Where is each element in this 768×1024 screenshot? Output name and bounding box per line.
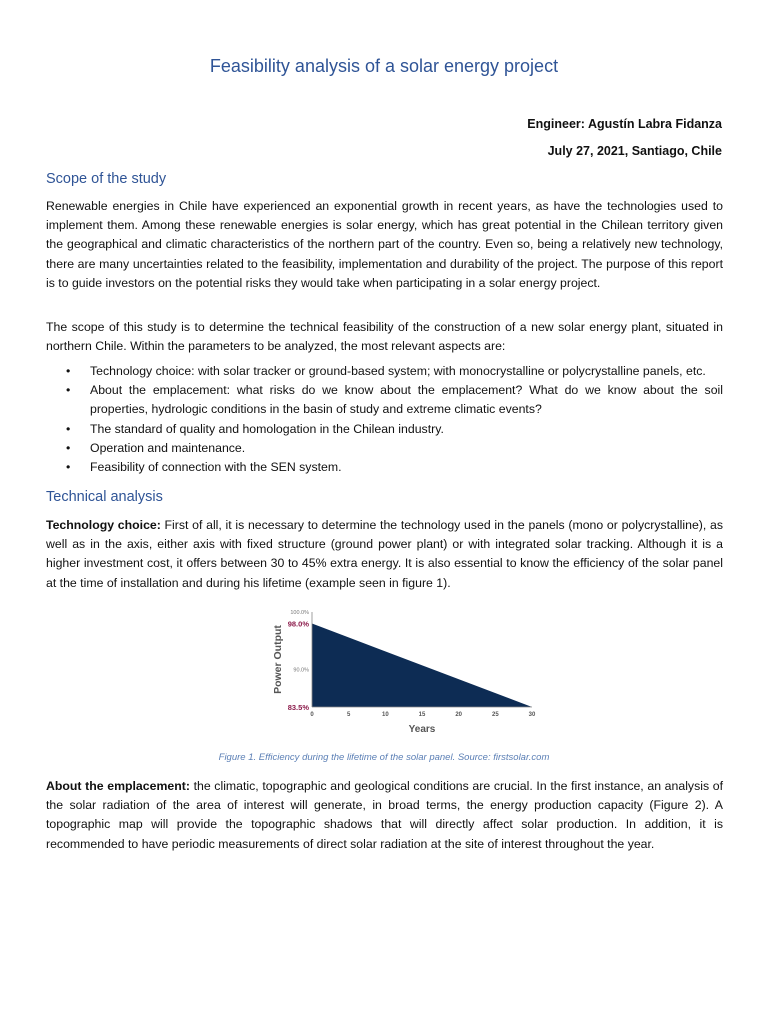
chart-y-highlight-label: 98.0% [287,619,309,629]
emplacement-paragraph [46,777,723,854]
list-item-text: Technology choice: with solar tracker or ground-based system; with monocrystalline or polycrystalline panels, etc. [90,364,706,378]
list-item [46,439,723,458]
efficiency-chart-svg [268,605,540,741]
chart-x-tick-label: 10 [381,712,389,718]
section-heading-scope: Scope of the study [46,171,167,187]
list-item-text: Feasibility of connection with the SEN system. [90,460,342,475]
scope-paragraph-1: Renewable energies in Chile have experienced an exponential growth in recent years, as have the technologies used to implement them. Among these renewable energies is solar energy, which has great potential in the Chilean territory given the geographical and climatic characteristics of the northern part of the country. Even so, being a relatively new technology, there are many uncertainties related to the feasibility, implementation and durability of the project. The purpose of this report is to guide investors on the potential risks they would take when participating in a solar energy project. [46,199,723,290]
chart-x-tick-label: 25 [491,712,499,718]
bullet-marker: • [66,440,71,455]
aspects-list [46,362,723,477]
list-item [46,362,723,381]
technology-text: First of all, it is necessary to determine the technology used in the panels (mono or polycrystalline), as well as in the axis, either axis with fixed structure (ground power plant) or with integrated solar tracking. Although it is a higher investment cost, it offers between 30 to 45% extra energy. It is also essential to know the efficiency of the solar panel at the time of installation and during his lifetime (example seen in figure 1). [46,518,723,590]
scope-paragraph-2: The scope of this study is to determine the technical feasibility of the construction of a new solar energy plant, situated in northern Chile. Within the parameters to be analyzed, the most relevant aspects are: [46,320,723,354]
technology-paragraph [46,516,723,593]
list-item [46,458,723,477]
list-item-text: The standard of quality and homologation in the Chilean industry. [90,421,444,436]
chart-x-tick-label: 30 [528,712,536,718]
bullet-marker: • [66,383,71,398]
emplacement-label: About the emplacement: [46,779,190,793]
chart-x-tick-label: 0 [310,712,314,718]
list-item [46,381,723,419]
bullet-marker: • [66,364,71,378]
chart-x-tick-label: 5 [346,712,351,718]
chart-x-axis-title: Years [408,724,436,735]
chart-y-highlight-label: 83.5% [287,703,309,712]
list-item [46,420,723,439]
bullet-marker: • [66,460,71,475]
document-title: Feasibility analysis of a solar energy project [209,56,559,76]
figure-caption: Figure 1. Efficiency during the lifetime of the solar panel. Source: firstsolar.com [218,752,550,763]
efficiency-chart [268,605,540,741]
list-item-text: Operation and maintenance. [90,440,246,455]
chart-y-axis-title: Power Output [272,625,284,694]
bullet-marker: • [66,421,71,436]
section-heading-technical: Technical analysis [46,489,163,505]
chart-y-tick-label: 100.0% [290,610,309,616]
technology-label: Technology choice: [46,518,161,532]
date-location-line: July 27, 2021, Santiago, Chile [547,144,722,158]
emplacement-text: the climatic, topographic and geological conditions are crucial. In the first instance, an analysis of the solar radiation of the area of interest will generate, in broad terms, the energy production capacity (Figure 2). A topographic map will provide the topographic shadows that will directly affect solar production. In addition, it is recommended to have periodic measurements of direct solar radiation at the site of interest throughout the year. [46,779,723,851]
list-item-text: About the emplacement: what risks do we know about the emplacement? What do we know about the soil properties, hydrologic conditions in the basin of study and extreme climatic events? [90,383,723,417]
chart-y-tick-label: 90.0% [293,667,309,674]
chart-x-tick-label: 15 [418,712,426,718]
engineer-line: Engineer: Agustín Labra Fidanza [527,117,722,131]
chart-x-tick-label: 20 [455,712,463,718]
chart-area-fill [312,624,532,707]
